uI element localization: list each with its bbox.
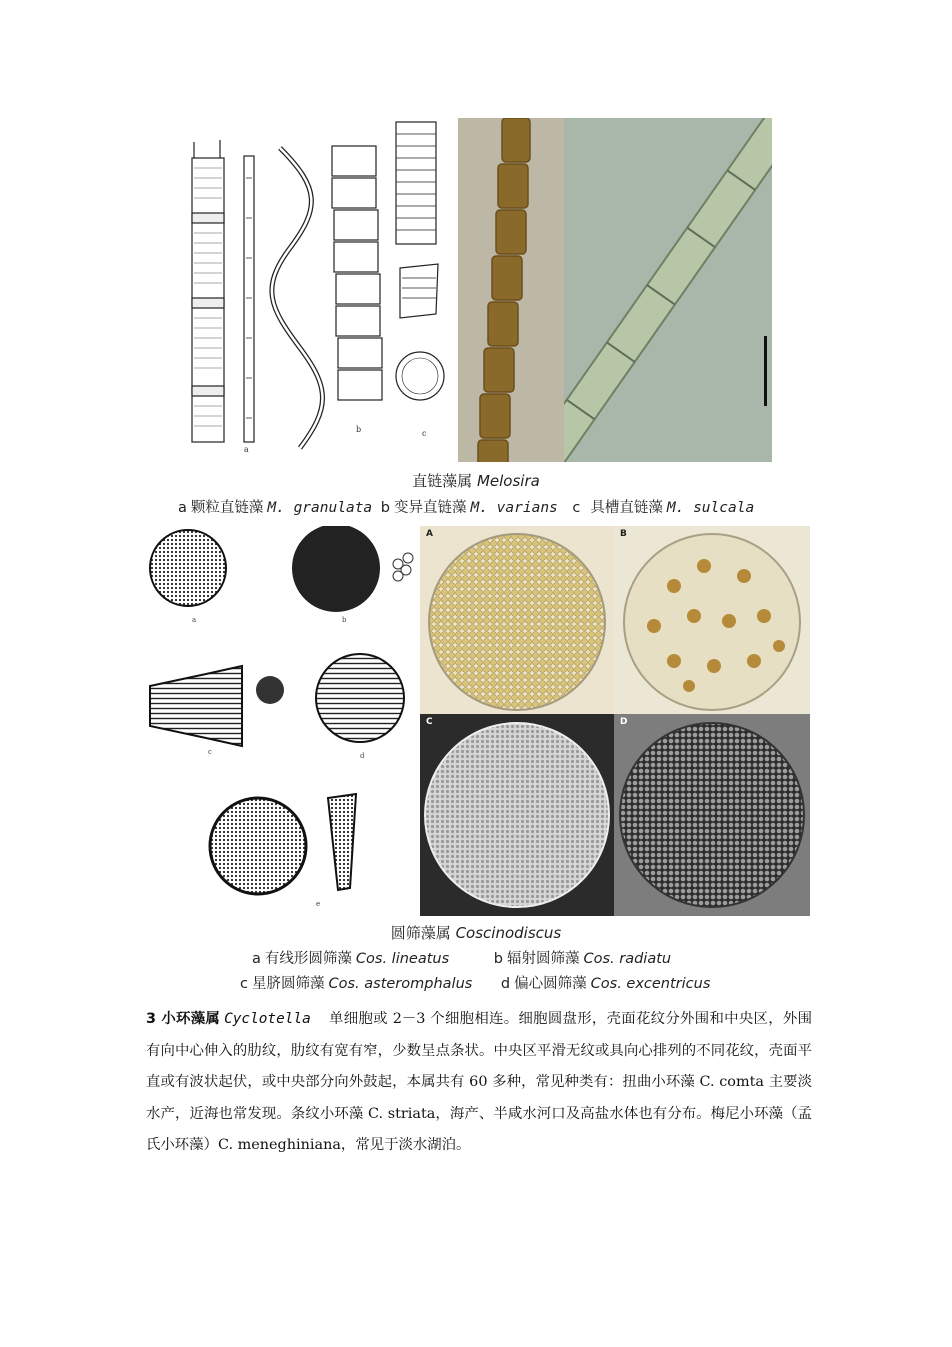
figure1-item-a-letter: a xyxy=(178,500,187,516)
photo-label-D: D xyxy=(620,717,628,727)
figure2-item-a-cn: 有线形圆筛藻 xyxy=(264,951,352,967)
figure2-species-row1 xyxy=(252,947,671,968)
coscinodiscus-drawings xyxy=(146,526,418,916)
drawing-label-e: e xyxy=(316,900,321,908)
figure2-item-c-letter: c xyxy=(240,976,248,992)
drawing-label-a: a xyxy=(192,616,197,624)
figure2-item-a-latin: Cos. lineatus xyxy=(355,951,450,967)
drawing-label-b: b xyxy=(356,425,362,434)
coscinodiscus-photo-b xyxy=(614,526,810,714)
figure2-item-d-letter: d xyxy=(500,976,511,992)
section-heading: 3 小环藻属 xyxy=(146,1011,221,1027)
figure2-item-b-cn: 辐射圆筛藻 xyxy=(506,951,580,967)
melosira-photo-right xyxy=(564,118,772,462)
figure1-item-c-latin: M. sulcala xyxy=(666,500,755,516)
figure2-item-a-letter: a xyxy=(252,951,261,967)
figure1-item-b-letter: b xyxy=(380,500,390,516)
coscinodiscus-photo-d xyxy=(614,714,810,916)
figure2-item-d-cn: 偏心圆筛藻 xyxy=(514,976,587,992)
cyclotella-section xyxy=(146,1004,812,1162)
section-genus-latin: Cyclotella xyxy=(224,1011,311,1027)
figure2-genus-cn: 圆筛藻属 xyxy=(390,924,451,942)
drawing-label-b: b xyxy=(342,616,347,624)
drawing-label-c: c xyxy=(208,748,212,756)
figure2-caption-genus xyxy=(0,922,952,943)
figure1-item-b-cn: 变异直链藻 xyxy=(393,500,467,516)
figure1-item-a-cn: 颗粒直链藻 xyxy=(190,500,264,516)
drawing-label-c: c xyxy=(422,429,427,438)
drawing-label-a: a xyxy=(244,445,249,454)
melosira-photo-left xyxy=(458,118,564,462)
figure2-item-c-cn: 星脐圆筛藻 xyxy=(251,976,325,992)
melosira-drawings xyxy=(180,118,458,462)
coscinodiscus-photo-c xyxy=(420,714,614,916)
figure1-genus-cn: 直链藻属 xyxy=(412,472,473,490)
figure1-caption-genus xyxy=(0,470,952,491)
coscinodiscus-photo-a xyxy=(420,526,614,714)
photo-label-C: C xyxy=(426,717,433,727)
figure2-genus-latin: Coscinodiscus xyxy=(455,924,562,942)
figure1-species-row xyxy=(178,496,758,517)
coscinodiscus-line-drawing xyxy=(146,526,418,916)
figure2-item-b-latin: Cos. radiatu xyxy=(583,951,672,967)
figure1-item-b-latin: M. varians xyxy=(470,500,558,516)
melosira-line-drawing xyxy=(180,118,458,462)
photo-label-A: A xyxy=(426,529,433,539)
figure1-genus-latin: Melosira xyxy=(476,472,540,490)
figure2-item-b-letter: b xyxy=(493,951,503,967)
figure2-species-row2 xyxy=(240,972,710,993)
figure2-item-c-latin: Cos. asteromphalus xyxy=(328,976,473,992)
figure2-item-d-latin: Cos. excentricus xyxy=(590,976,711,992)
section-body: 单细胞或 2－3 个细胞相连。细胞圆盘形，壳面花纹分外围和中央区，外围有向中心伸入的肋纹，肋纹有宽有窄，少数呈点条状。中央区平滑无纹或具向心排列的不同花纹，壳面平直或有波状起伏，或中央部分向外鼓起，本属共有 60 多种，常见种类有：扭曲小环藻 C. comta 主要淡水产，近海也常发现。条纹小环藻 C. striata，海产、半咸水河口及高盐水体也有分布。梅尼小环藻（孟氏小环藻）C. meneghiniana，常见于淡水湖泊。 xyxy=(146,1011,812,1154)
melosira-chain-photo xyxy=(458,118,564,462)
figure1-item-c-cn: 具槽直链藻 xyxy=(590,500,663,516)
melosira-sulcata-photo xyxy=(564,118,772,462)
photo-label-B: B xyxy=(620,529,627,539)
figure1-item-c-letter: c xyxy=(572,500,581,516)
figure1-item-a-latin: M. granulata xyxy=(267,500,373,516)
drawing-label-d: d xyxy=(360,752,365,760)
